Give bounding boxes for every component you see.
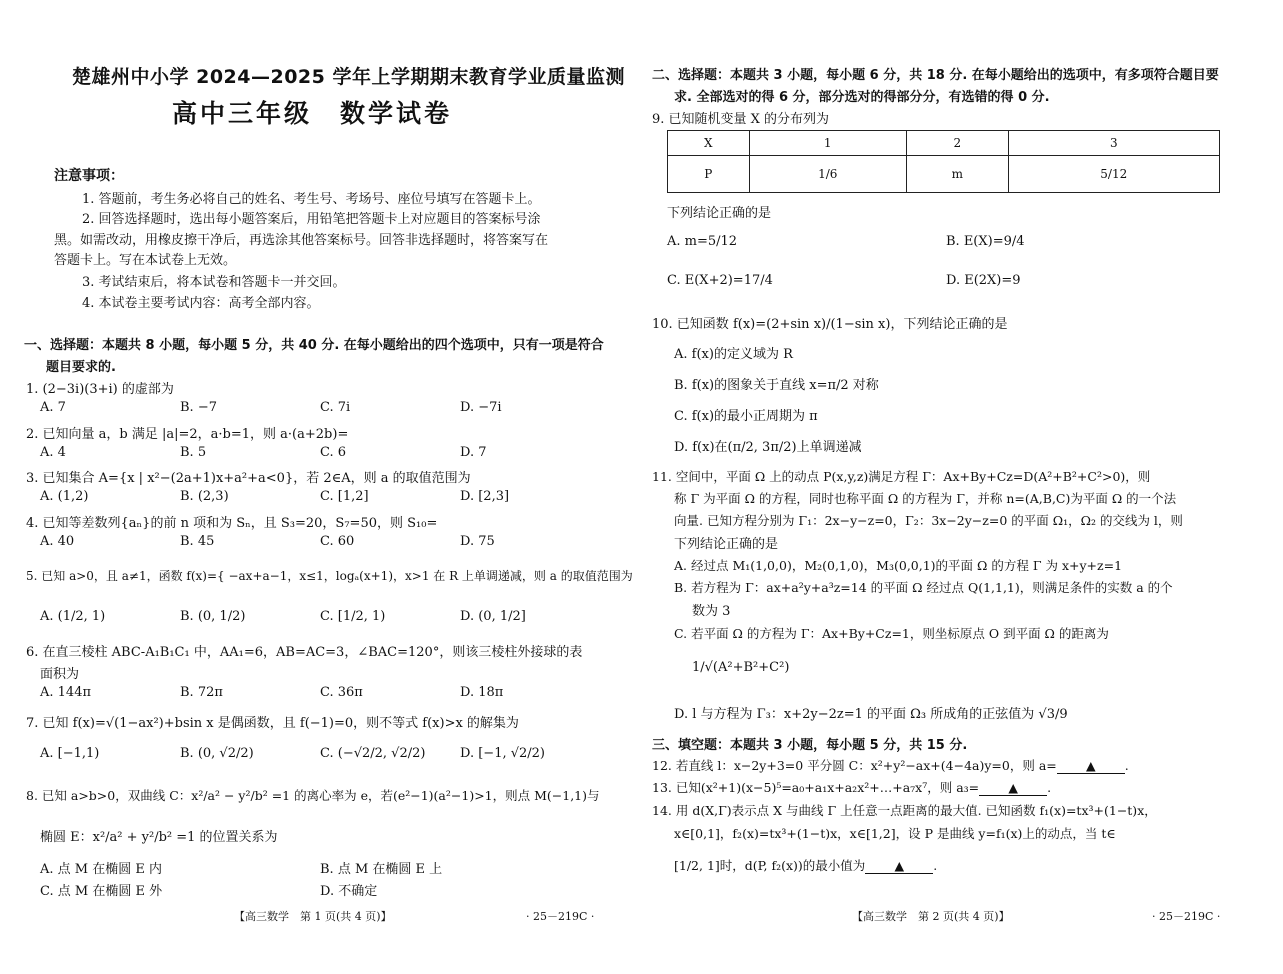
- table-cell: 1: [749, 131, 906, 156]
- table-cell: 2: [906, 131, 1008, 156]
- option: A. 经过点 M₁(1,0,0)，M₂(0,1,0)，M₃(0,0,1)的平面 Ω 的方程 Γ 为 x+y+z=1: [674, 558, 1123, 573]
- question-11: 11. 空间中，平面 Ω 上的动点 P(x,y,z)满足方程 Γ：Ax+By+Cz=D(A²+B²+C²>0)，则: [652, 469, 1151, 484]
- option: A. (1,2): [40, 489, 89, 504]
- option: A. 4: [40, 445, 66, 460]
- exam-title: 楚雄州中小学 2024—2025 学年上学期期末教育学业质量监测: [72, 66, 625, 88]
- option: C. 7i: [320, 400, 351, 415]
- option: B. (0, √2/2): [180, 746, 254, 761]
- question-14: 14. 用 d(X,Γ)表示点 X 与曲线 Γ 上任意一点距离的最大值. 已知函数 f₁(x)=tx³+(1−t)x，: [652, 803, 1157, 818]
- option: D. [−1, √2/2): [460, 746, 546, 761]
- question-14-cont: x∈[0,1]，f₂(x)=tx³+(1−t)x，x∈[1,2]，设 P 是曲线 y=f₁(x)上的动点，当 t∈: [674, 826, 1116, 841]
- page-code: · 25－219C ·: [1152, 910, 1221, 923]
- option: D. [2,3]: [460, 489, 510, 504]
- table-row: [668, 156, 1220, 193]
- option: A. [−1,1): [40, 746, 100, 761]
- section-1-heading-cont: 题目要求的.: [46, 360, 116, 375]
- section-2-heading-cont: 求. 全部选对的得 6 分，部分选对的得部分分，有选错的得 0 分.: [674, 90, 1050, 105]
- table-cell: X: [668, 131, 750, 156]
- option: A. 144π: [40, 685, 92, 700]
- table-cell: m: [906, 156, 1008, 193]
- option: D. l 与方程为 Γ₃：x+2y−2z=1 的平面 Ω₃ 所成角的正弦值为 √3/9: [674, 707, 1068, 722]
- option-cont: 数为 3: [692, 604, 731, 619]
- option-cont: 1/√(A²+B²+C²): [692, 660, 790, 675]
- option: B. 点 M 在椭圆 E 上: [320, 862, 443, 877]
- question-7: 7. 已知 f(x)=√(1−ax²)+bsin x 是偶函数，且 f(−1)=0，则不等式 f(x)>x 的解集为: [26, 716, 519, 731]
- question-12: 12. 若直线 l：x−2y+3=0 平分圆 C：x²+y²−ax+(4−4a)y=0，则 a= ▲ .: [652, 758, 1129, 773]
- section-2-heading: 二、选择题：本题共 3 小题，每小题 6 分，共 18 分. 在每小题给出的选项中，有多项符合题目要: [652, 68, 1219, 83]
- page-footer: 【高三数学 第 1 页(共 4 页)】: [234, 910, 392, 923]
- option: B. 72π: [180, 685, 223, 700]
- question-5: 5. 已知 a>0，且 a≠1，函数 f(x)={ −ax+a−1，x≤1，logₐ(x+1)，x>1 在 R 上单调递减，则 a 的取值范围为: [26, 569, 633, 583]
- option: C. 点 M 在椭圆 E 外: [40, 884, 163, 899]
- distribution-table: [667, 130, 1220, 193]
- question-14-cont: [1/2, 1]时，d(P, f₂(x))的最小值为 ▲ .: [674, 858, 938, 873]
- page-footer: 【高三数学 第 2 页(共 4 页)】: [852, 910, 1010, 923]
- table-cell: 1/6: [749, 156, 906, 193]
- option: D. 18π: [460, 685, 504, 700]
- question-13: 13. 已知(x²+1)(x−5)⁵=a₀+a₁x+a₂x²+…+a₇x⁷，则 a₃= ▲ .: [652, 780, 1052, 795]
- option: B. f(x)的图象关于直线 x=π/2 对称: [674, 378, 879, 393]
- option: B. (2,3): [180, 489, 229, 504]
- table-row: [668, 131, 1220, 156]
- option: C. 6: [320, 445, 347, 460]
- option: A. 点 M 在椭圆 E 内: [40, 862, 162, 877]
- answer-blank[interactable]: ▲: [865, 858, 933, 874]
- table-cell: P: [668, 156, 750, 193]
- notice-item: 答题卡上。写在本试卷上无效。: [54, 253, 237, 268]
- exam-subtitle: 高中三年级 数学试卷: [172, 99, 453, 128]
- notice-item: 黑。如需改动，用橡皮擦干净后，再选涂其他答案标号。回答非选择题时，将答案写在: [54, 233, 549, 248]
- option: C. (−√2/2, √2/2): [320, 746, 426, 761]
- question-2: 2. 已知向量 a，b 满足 |a|=2，a·b=1，则 a·(a+2b)=: [26, 427, 349, 442]
- section-1-heading: 一、选择题：本题共 8 小题，每小题 5 分，共 40 分. 在每小题给出的四个选项中，只有一项是符合: [24, 338, 604, 353]
- notice-item: 1. 答题前，考生务必将自己的姓名、考生号、考场号、座位号填写在答题卡上。: [82, 192, 541, 207]
- question-6: 6. 在直三棱柱 ABC-A₁B₁C₁ 中，AA₁=6，AB=AC=3，∠BAC=120°，则该三棱柱外接球的表: [26, 645, 583, 660]
- option: B. (0, 1/2): [180, 609, 246, 624]
- option: D. 7: [460, 445, 487, 460]
- question-12-text: 12. 若直线 l：x−2y+3=0 平分圆 C：x²+y²−ax+(4−4a)y=0，则 a=: [652, 758, 1057, 773]
- option: A. f(x)的定义域为 R: [674, 347, 793, 362]
- option: C. E(X+2)=17/4: [667, 273, 773, 288]
- option: B. 5: [180, 445, 207, 460]
- question-4: 4. 已知等差数列{aₙ}的前 n 项和为 Sₙ，且 S₃=20，S₇=50，则 S₁₀=: [26, 516, 438, 531]
- question-8-cont: 椭圆 E：x²/a² + y²/b² =1 的位置关系为: [40, 830, 278, 845]
- answer-blank[interactable]: ▲: [1057, 758, 1125, 774]
- question-6-cont: 面积为: [40, 667, 80, 682]
- question-3: 3. 已知集合 A={x | x²−(2a+1)x+a²+a<0}，若 2∈A，则 a 的取值范围为: [26, 471, 471, 486]
- notice-item: 4. 本试卷主要考试内容：高考全部内容。: [82, 296, 320, 311]
- option: C. 若平面 Ω 的方程为 Γ：Ax+By+Cz=1，则坐标原点 O 到平面 Ω 的距离为: [674, 626, 1109, 641]
- option: B. −7: [180, 400, 217, 415]
- option: D. E(2X)=9: [946, 273, 1021, 288]
- notice-item: 2. 回答选择题时，选出每小题答案后，用铅笔把答题卡上对应题目的答案标号涂: [82, 212, 541, 227]
- option: B. 45: [180, 534, 215, 549]
- question-11-cont: 向量. 已知方程分别为 Γ₁：2x−y−z=0，Γ₂：3x−2y−z=0 的平面 Ω₁，Ω₂ 的交线为 l，则: [674, 513, 1183, 528]
- option: A. 7: [40, 400, 66, 415]
- question-9-stem: 下列结论正确的是: [667, 206, 772, 221]
- option: D. 不确定: [320, 884, 378, 899]
- answer-blank[interactable]: ▲: [979, 780, 1047, 796]
- section-3-heading: 三、填空题：本题共 3 小题，每小题 5 分，共 15 分.: [652, 738, 968, 753]
- question-11-cont: 称 Γ 为平面 Ω 的方程，同时也称平面 Ω 的方程为 Γ，并称 n=(A,B,C)为平面 Ω 的一个法: [674, 491, 1177, 506]
- option: C. 36π: [320, 685, 363, 700]
- option: C. [1/2, 1): [320, 609, 386, 624]
- option: A. 40: [40, 534, 75, 549]
- option: D. (0, 1/2]: [460, 609, 526, 624]
- notice-heading: 注意事项：: [54, 168, 124, 184]
- option: C. 60: [320, 534, 355, 549]
- question-10: 10. 已知函数 f(x)=(2+sin x)/(1−sin x)，下列结论正确的是: [652, 317, 1008, 332]
- option: B. E(X)=9/4: [946, 234, 1025, 249]
- option: B. 若方程为 Γ：ax+a²y+a³z=14 的平面 Ω 经过点 Q(1,1,1)，则满足条件的实数 a 的个: [674, 580, 1173, 595]
- option: D. 75: [460, 534, 495, 549]
- option: A. m=5/12: [667, 234, 738, 249]
- option: C. f(x)的最小正周期为 π: [674, 409, 818, 424]
- option: A. (1/2, 1): [40, 609, 106, 624]
- table-cell: 5/12: [1008, 156, 1219, 193]
- page-code: · 25－219C ·: [526, 910, 595, 923]
- question-14-text: [1/2, 1]时，d(P, f₂(x))的最小值为: [674, 858, 866, 873]
- question-11-cont: 下列结论正确的是: [674, 537, 779, 552]
- option: C. [1,2]: [320, 489, 369, 504]
- question-13-text: 13. 已知(x²+1)(x−5)⁵=a₀+a₁x+a₂x²+…+a₇x⁷，则 a₃=: [652, 780, 980, 795]
- question-9: 9. 已知随机变量 X 的分布列为: [652, 112, 830, 127]
- notice-item: 3. 考试结束后，将本试卷和答题卡一并交回。: [82, 275, 346, 290]
- question-1: 1. (2−3i)(3+i) 的虚部为: [26, 382, 174, 397]
- table-cell: 3: [1008, 131, 1219, 156]
- option: D. −7i: [460, 400, 502, 415]
- question-8: 8. 已知 a>b>0，双曲线 C：x²/a² − y²/b² =1 的离心率为 e，若(e²−1)(a²−1)>1，则点 M(−1,1)与: [26, 788, 600, 803]
- option: D. f(x)在(π/2, 3π/2)上单调递减: [674, 440, 862, 455]
